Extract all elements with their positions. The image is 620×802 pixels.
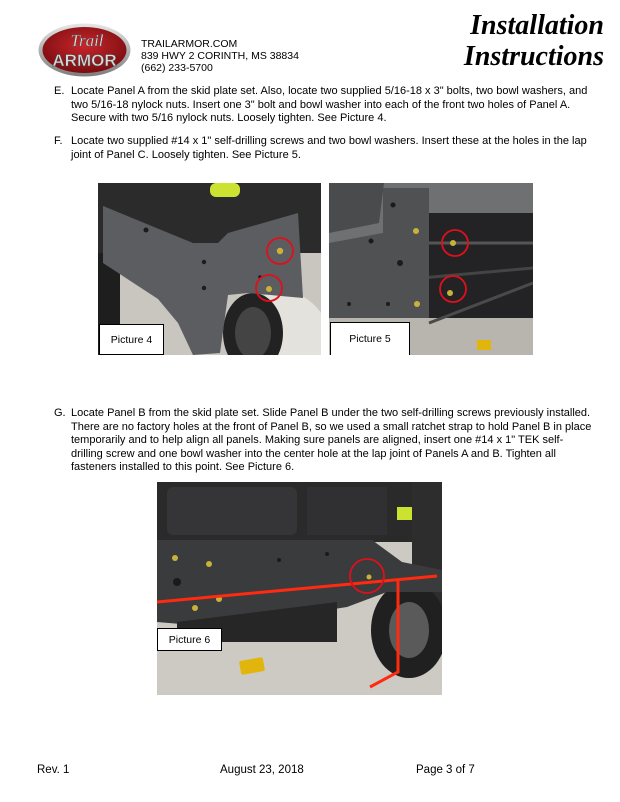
footer-date: August 23, 2018 [220, 764, 304, 776]
step-letter: E. [54, 85, 65, 97]
title-line-2: Instructions [463, 41, 604, 72]
logo-text-armor: ARMOR [52, 51, 117, 70]
footer-page-number: Page 3 of 7 [416, 764, 475, 776]
picture-4 [98, 183, 321, 355]
title-line-1: Installation [470, 10, 604, 41]
company-website: TRAILARMOR.COM [141, 38, 238, 50]
logo-text-trail: Trail [70, 31, 104, 50]
step-letter: F. [54, 135, 63, 147]
step-f [54, 135, 594, 162]
company-phone: (662) 233-5700 [141, 62, 213, 74]
picture-6 [157, 482, 442, 695]
picture-5 [329, 183, 533, 355]
step-text: Locate two supplied #14 x 1" self-drilling screws and two bowl washers. Insert these at the holes in the lap joint of Panel C. Loosely tighten. See Picture 5. [71, 135, 587, 161]
step-g [54, 407, 594, 475]
trail-armor-logo [37, 22, 132, 78]
picture-caption: Picture 6 [157, 628, 222, 651]
company-address: 839 HWY 2 CORINTH, MS 38834 [141, 50, 299, 62]
picture-caption: Picture 4 [99, 324, 164, 355]
step-text: Locate Panel B from the skid plate set. Slide Panel B under the two self-drilling screws previously installed. There are no factory holes at the front of Panel B, so we used a small ratchet strap to hold Panel B in place temporarily and to help align all panels. Making sure panels are aligned, insert one #14 x 1" TEK self-drilling screw and one bowl washer into the center hole at the lap joint of Panels A and B. Tighten all fasteners installed to this point. See Picture 6. [71, 407, 592, 473]
footer-revision: Rev. 1 [37, 764, 70, 776]
picture-caption: Picture 5 [330, 322, 410, 355]
company-info [141, 38, 299, 74]
page-title [464, 10, 604, 72]
step-e [54, 85, 594, 126]
step-letter: G. [54, 407, 66, 419]
step-text: Locate Panel A from the skid plate set. Also, locate two supplied 5/16-18 x 3" bolts, two bowl washers, and two 5/16-18 nylock nuts. Insert one 3" bolt and bowl washer into each of the front two holes of Panel A. Secure with two 5/16 nylock nuts. Loosely tighten. See Picture 4. [71, 85, 588, 124]
